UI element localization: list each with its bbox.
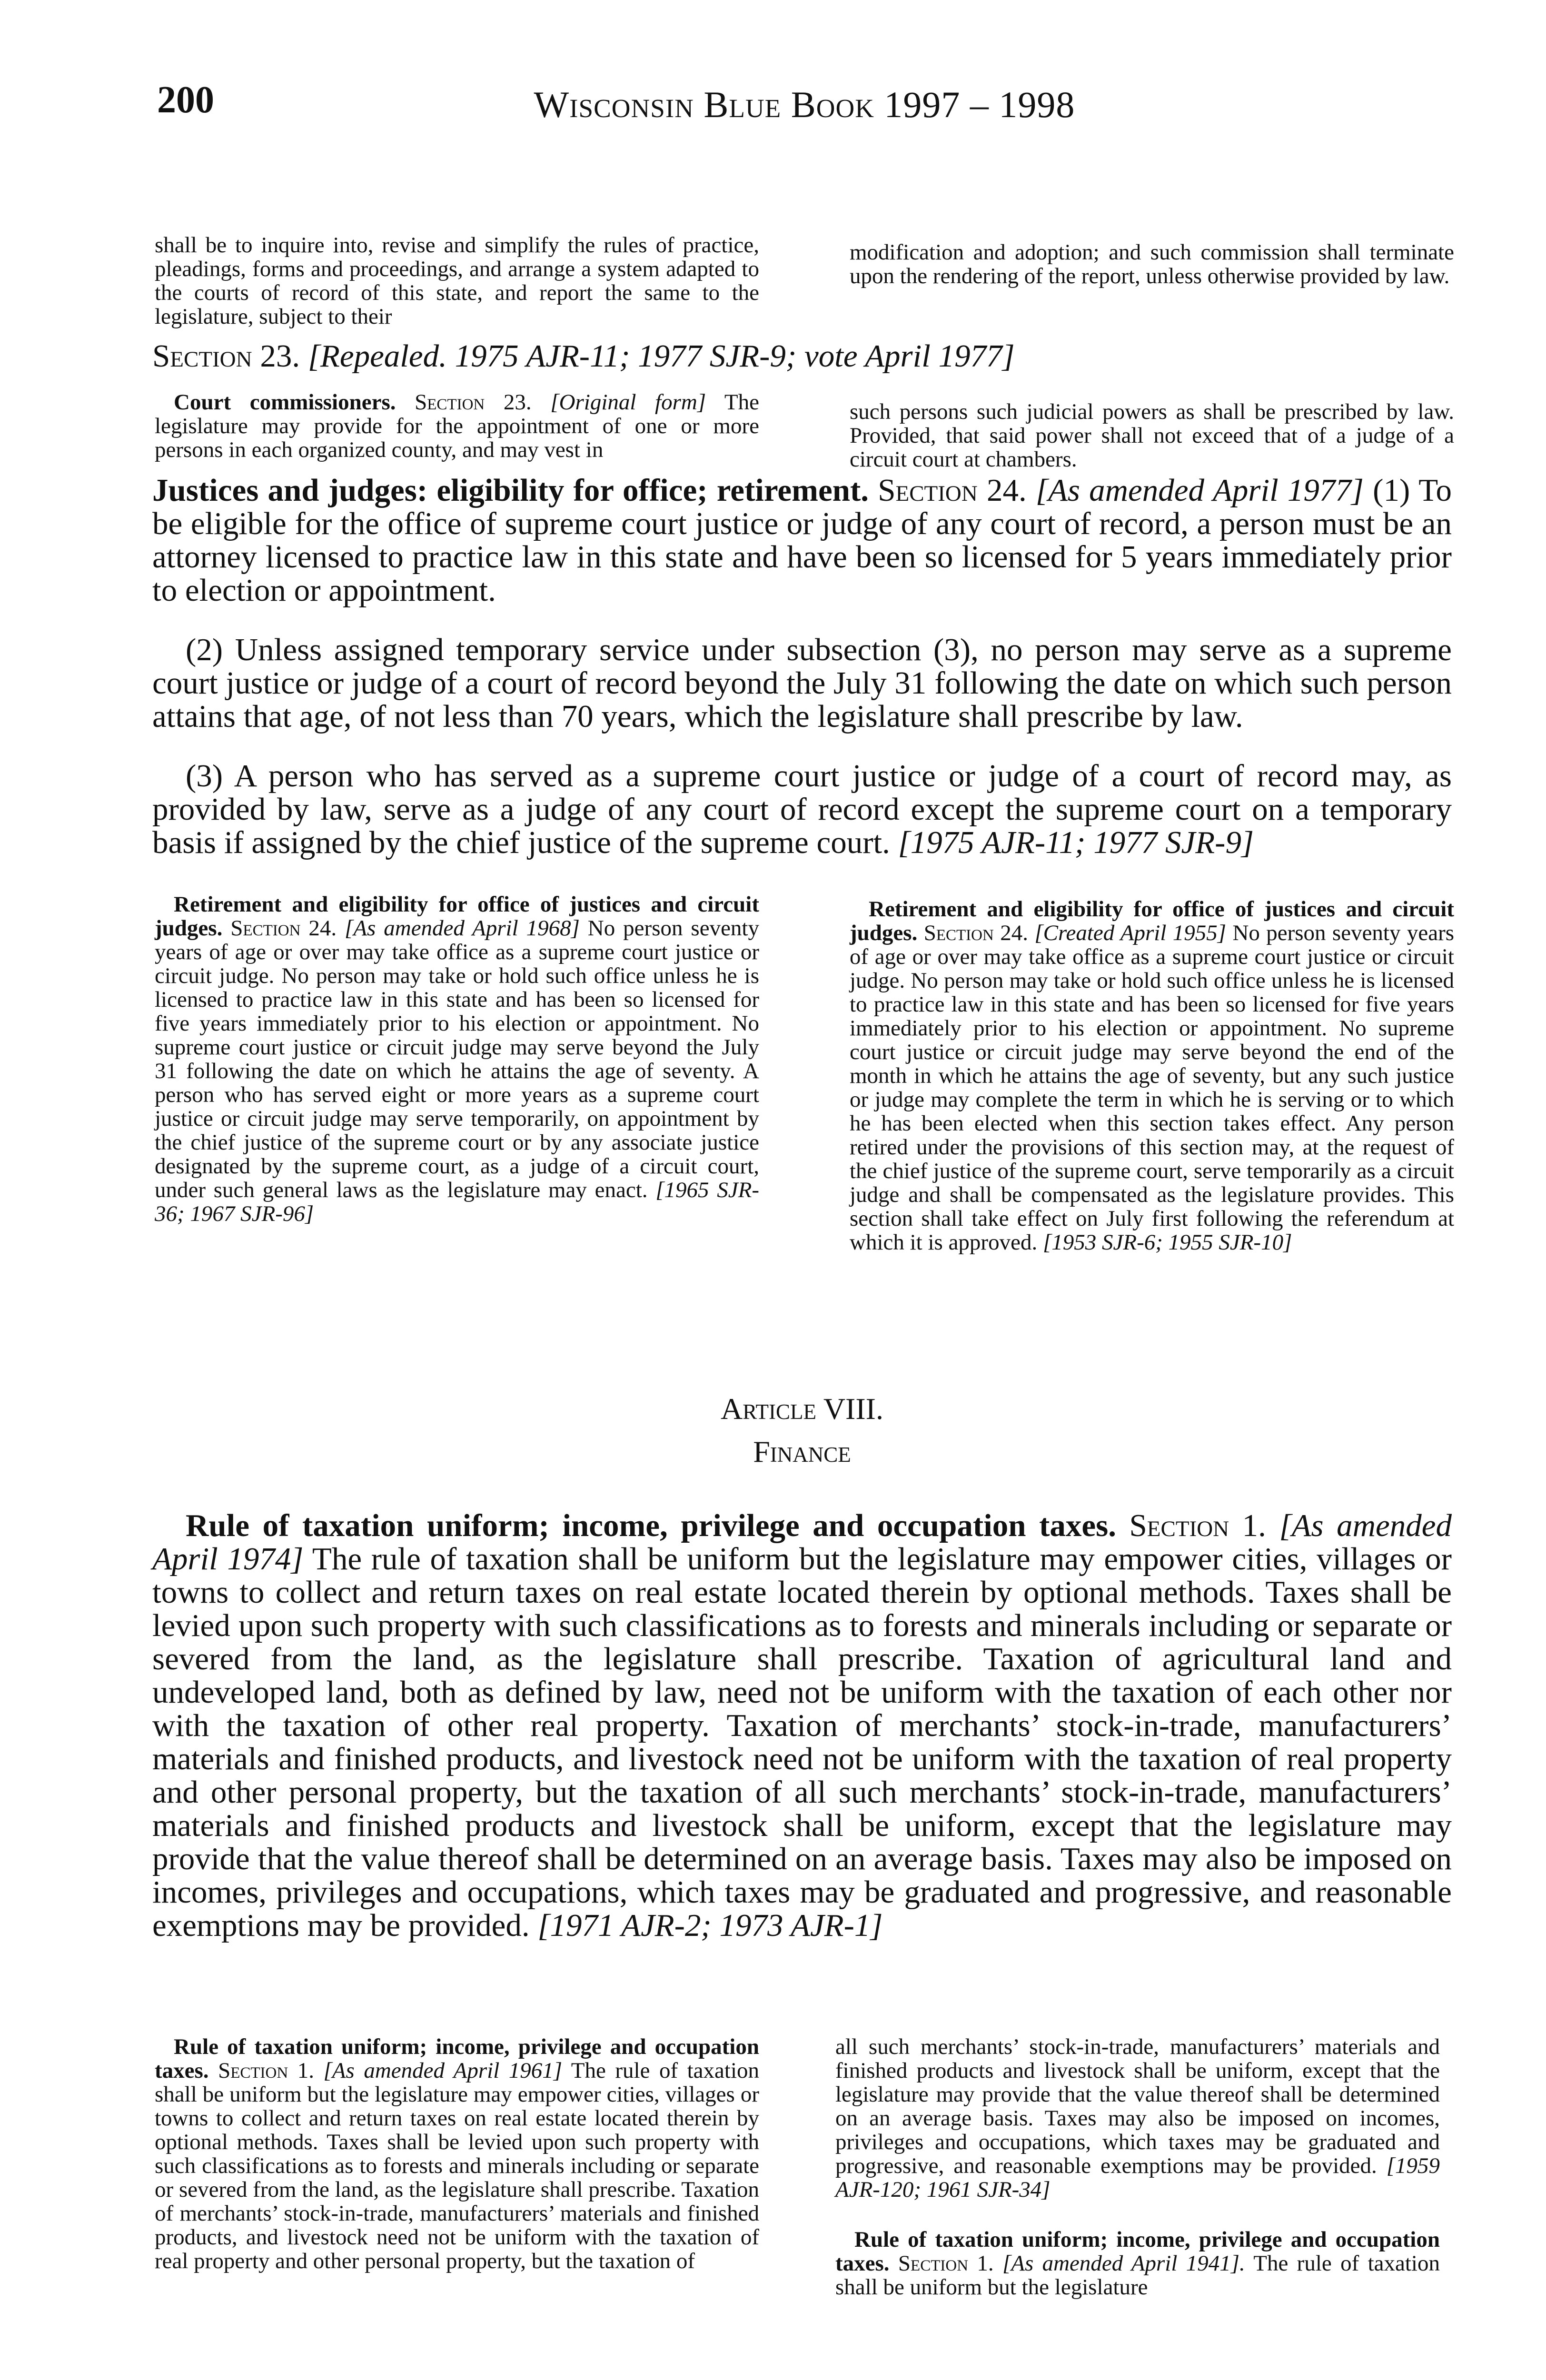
section1-current [152, 1509, 1452, 1942]
running-title: Wisconsin Blue Book 1997 – 1998 [534, 84, 1075, 125]
section1-title: Rule of taxation uniform; income, privilege and occupation taxes. [186, 1508, 1116, 1543]
court-commissioners-text-left: The legislature may provide for the appointment of one or more persons in each organized county, and may vest in [155, 390, 759, 462]
section24-paragraph-1: (1) To be eligible for the office of supreme court justice or judge of any court of record, a person must be an attorney licensed to practice law in this state and have been so licensed for 5 years immediately prior to election or appointment. [152, 473, 1452, 608]
article-title: Finance [753, 1435, 851, 1468]
court-commissioners-left [155, 390, 759, 462]
article-number: Article VIII. [721, 1392, 883, 1426]
section1-1961-right-column [835, 2035, 1440, 2299]
court-commissioners-text-right: such persons such judicial powers as shall be prescribed by law. Provided, that said power shall not exceed that of a judge of a circuit court at chambers. [850, 399, 1454, 472]
section1-1941-text: The rule of taxation shall be uniform but the legislature [835, 2251, 1440, 2300]
section1-text: The rule of taxation shall be uniform but the legislature may empower cities, villages or towns to collect and return taxes on real estate located therein by optional methods. Taxes shall be levied upon such property with such classifications as to forests and minerals including or separate or severed from the land, as the legislature shall prescribe. Taxation of agricultural land and undeveloped land, both as defined by law, need not be uniform with the taxation of each other nor with the taxation of other real property. Taxation of merchants’ stock-in-trade, manufacturers’ materials and finished products, and livestock need not be uniform with the taxation of real property and other personal property, but the taxation of all such merchants’ stock-in-trade, manufacturers’ materials and finished products and livestock shall be uniform, except that the legislature may provide that the value thereof shall be determined on an average basis. Taxes may also be imposed on incomes, privileges and occupations, which taxes may be graduated and progressive, and reasonable exemptions may be provided. [152, 1541, 1452, 1943]
block1-left-column [155, 233, 759, 328]
section1-1961-label: Section 1. [218, 2058, 314, 2083]
block1-left-text: shall be to inquire into, revise and simplify the rules of practice, pleadings, forms and proceedings, and arrange a system adapted to the courts of record of this state, and report the same to the legislature, subject to their [155, 233, 759, 329]
section24-paragraph-3-ref: [1975 AJR-11; 1977 SJR-9] [898, 825, 1254, 860]
section1-amended: [As amended April 1974] [152, 1508, 1452, 1577]
section24-1955-text: No person seventy years of age or over may take office as a supreme court justice or circuit judge. No person may take or hold such office unless he is licensed to practice law in this state and has been so licensed for five years immediately prior to his election or appointment. No supreme court justice or circuit judge may serve beyond the end of the month in which he attains the age of seventy, but any such justice or judge may complete the term in which he is serving or to which he has been elected when this section takes effect. Any person retired under the provisions of this section may, at the request of the chief justice of the supreme court, serve temporarily as a circuit judge and shall be compensated as the legislature provides. This section shall take effect on July first following the referendum at which it is approved. [850, 921, 1455, 1255]
section1-1961-ref: [1959 AJR-120; 1961 SJR-34] [835, 2153, 1440, 2202]
section24-1968-column [155, 892, 759, 1226]
section1-1941-amended: [As amended April 1941]. [1002, 2251, 1245, 2276]
section24-1968-ref: [1965 SJR-36; 1967 SJR-96] [155, 1178, 760, 1226]
section24-paragraph-2: (2) Unless assigned temporary service under subsection (3), no person may serve as a supreme court justice or judge of a court of record beyond the July 31 following the date on which such person attains that age, of not less than 70 years, which the legislature shall prescribe by law. [152, 632, 1452, 734]
court-commissioners-section: Section 23. [415, 390, 532, 415]
section24-1955-label: Section 24. [923, 921, 1028, 945]
page-number: 200 [157, 79, 214, 121]
court-commissioners-right [850, 400, 1454, 471]
block1-right-column [850, 240, 1454, 288]
section1-1941-label: Section 1. [898, 2251, 994, 2276]
section23-label: Section 23. [152, 338, 300, 374]
section24-1968-text: No person seventy years of age or over may take office as a supreme court justice or circuit judge. No person may take or hold such office unless he is licensed to practice law in this state and has been so licensed for five years immediately prior to his election or appointment. No supreme court justice or circuit judge may serve beyond the July 31 following the date on which he attains the age of seventy. A person who has served eight or more years as a supreme court justice or circuit judge may serve temporarily, on appointment by the chief justice of the supreme court or by any associate justice designated by the supreme court, as a judge of a circuit court, under such general laws as the legislature may enact. [155, 916, 759, 1202]
section1-ref: [1971 AJR-2; 1973 AJR-1] [537, 1908, 883, 1943]
section24-1968-amended: [As amended April 1968] [345, 916, 580, 941]
block1-right-text: modification and adoption; and such commission shall terminate upon the rendering of the report, unless otherwise provided by law. [850, 240, 1454, 288]
section1-label: Section 1. [1129, 1508, 1266, 1543]
section24-label: Section 24. [878, 473, 1027, 508]
section24-1955-column [850, 897, 1454, 1254]
section24-1955-created: [Created April 1955] [1034, 921, 1227, 945]
article-heading [152, 1390, 1452, 1471]
section1-1961-left-column [155, 2035, 759, 2273]
section1-1961-amended: [As amended April 1961] [323, 2058, 563, 2083]
section24-paragraph-3: (3) A person who has served as a supreme court justice or judge of a court of record may, as provided by law, serve as a judge of any court of record except the supreme court on a temporary basis if assigned by the chief justice of the supreme court. [152, 758, 1452, 860]
section24-1968-title: Retirement and eligibility for office of justices and circuit judges. [155, 892, 759, 941]
section24-1968-label: Section 24. [230, 916, 337, 941]
section1-1941-title: Rule of taxation uniform; income, privilege and occupation taxes. [835, 2227, 1440, 2276]
section24-1955-title: Retirement and eligibility for office of justices and circuit judges. [850, 897, 1454, 945]
court-commissioners-title: Court commissioners. [174, 390, 396, 415]
section24-amended: [As amended April 1977] [1035, 473, 1364, 508]
section24-current [152, 474, 1452, 859]
section1-1961-text-right: all such merchants’ stock-in-trade, manufacturers’ materials and finished products and livestock shall be uniform, except that the legislature may provide that the value thereof shall be determined on an average basis. Taxes may also be imposed on incomes, privileges and occupations, which taxes may be graduated and progressive, and reasonable exemptions may be provided. [835, 2034, 1440, 2178]
section1-1961-text-left: The rule of taxation shall be uniform but the legislature may empower cities, villages or towns to collect and return taxes on real estate located therein by optional methods. Taxes shall be levied upon such property with such classifications as to forests and minerals including or separate or severed from the land, as the legislature shall prescribe. Taxation of merchants’ stock-in-trade, manufacturers’ materials and finished products, and livestock need not be uniform with the taxation of real property and other personal property, but the taxation of [155, 2058, 760, 2273]
section23-repealed [152, 338, 1452, 374]
section1-1961-title: Rule of taxation uniform; income, privilege and occupation taxes. [155, 2034, 759, 2083]
page-header [157, 79, 1452, 136]
section24-title: Justices and judges: eligibility for office; retirement. [152, 473, 869, 508]
court-commissioners-form: [Original form] [550, 390, 706, 415]
section23-repealed-note: [Repealed. 1975 AJR-11; 1977 SJR-9; vote April 1977] [307, 338, 1015, 374]
section24-1955-ref: [1953 SJR-6; 1955 SJR-10] [1042, 1230, 1292, 1255]
